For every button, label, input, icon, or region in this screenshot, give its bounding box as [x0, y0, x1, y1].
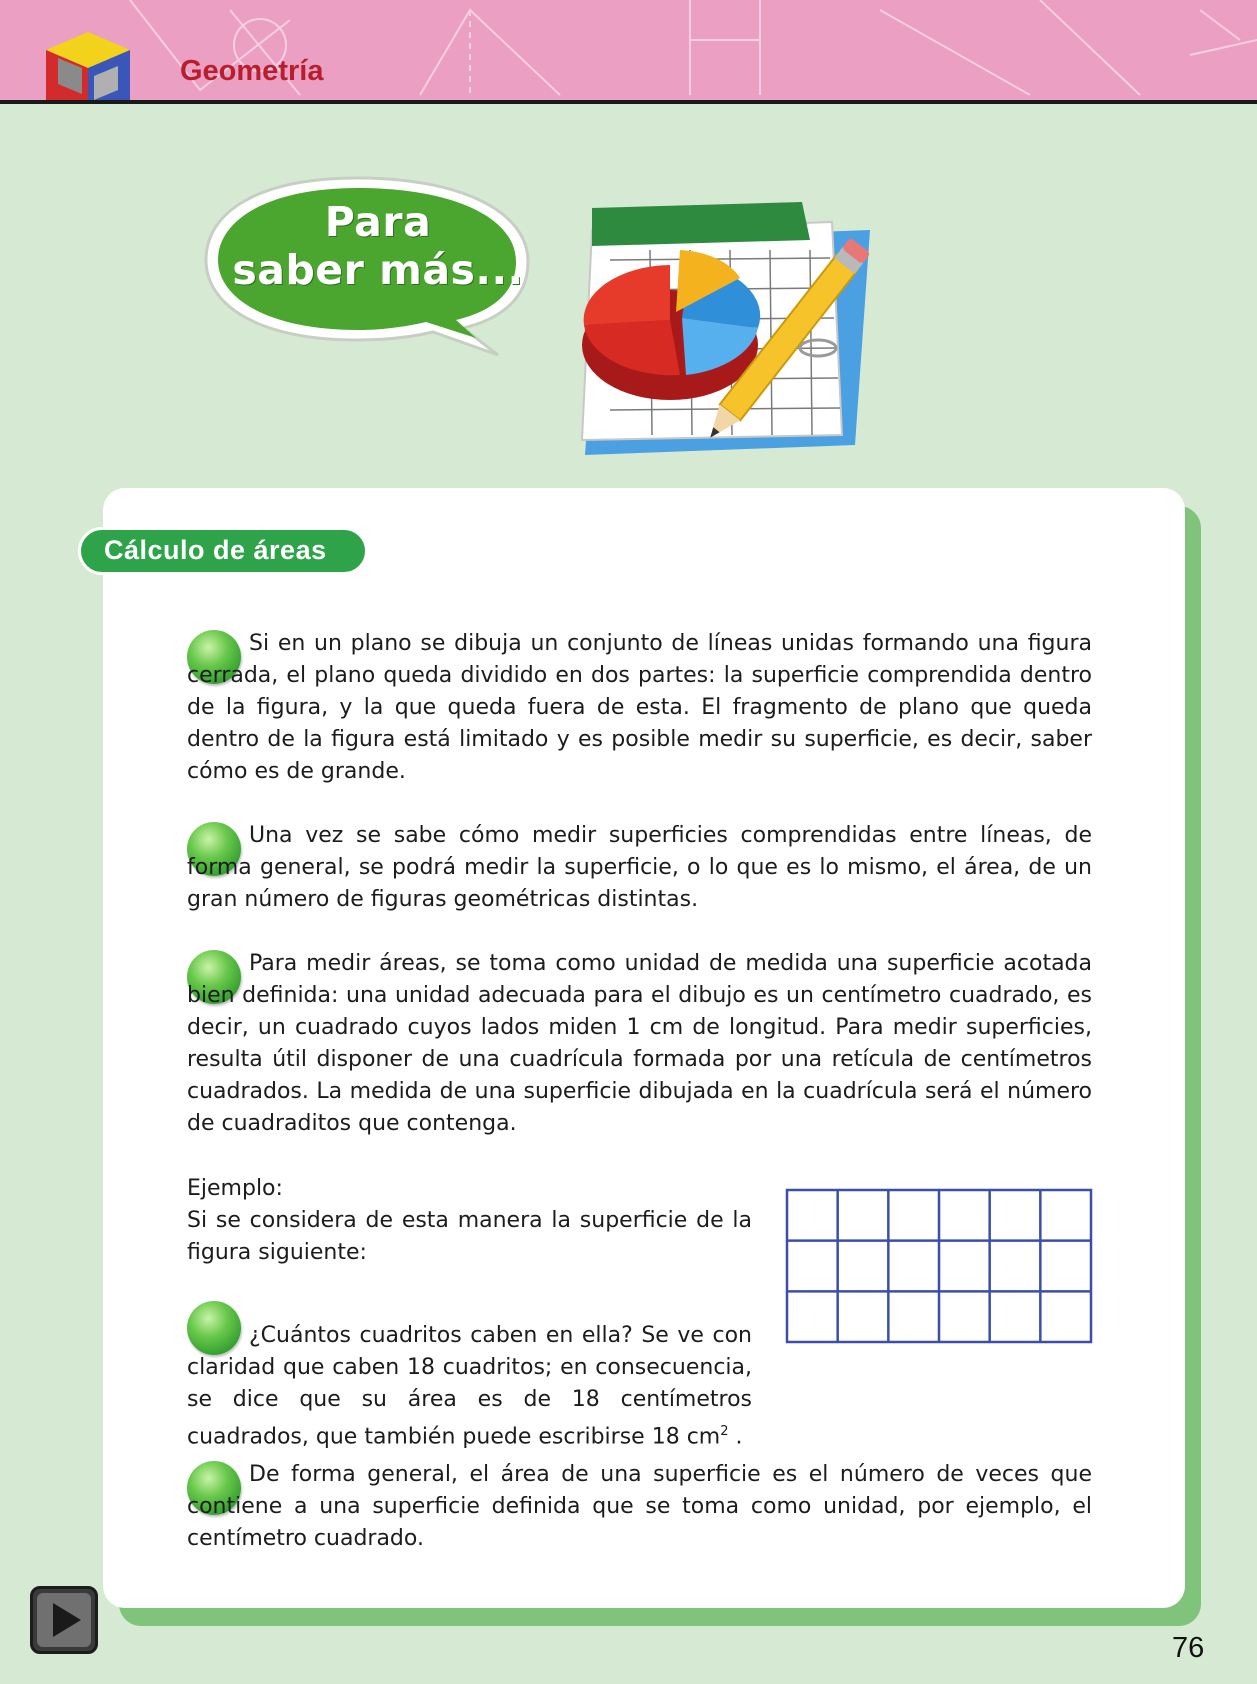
page-number: 76 — [1172, 1632, 1205, 1664]
final-paragraph-text: De forma general, el área de una superficie es el número de veces que contiene a una superficie definida que se toma como unidad, por ejemplo, el centímetro cuadrado. — [187, 1462, 1092, 1551]
play-icon — [33, 1589, 95, 1651]
pie-chart-pencil-illustration — [570, 200, 880, 475]
header-band — [0, 0, 1257, 100]
paragraph-1 — [187, 628, 1092, 788]
card-title: Cálculo de áreas — [104, 535, 327, 565]
bubble-line-1: Para — [324, 198, 432, 246]
bubble-line-2: saber más... — [232, 246, 524, 294]
superscript-2: 2 — [720, 1424, 729, 1439]
question-end: . — [728, 1424, 743, 1450]
paragraph-3 — [187, 948, 1092, 1140]
play-button[interactable] — [30, 1586, 98, 1654]
final-paragraph — [187, 1459, 1092, 1555]
cube-logo-icon — [38, 28, 138, 100]
question-paragraph — [187, 1320, 752, 1453]
question-text: ¿Cuántos cuadritos caben en ella? Se ve con claridad que caben 18 cuadritos; en consecuencia, se dice que su área es de 18 centímetros cuadrados, que también puede escribirse 18 cm — [187, 1323, 752, 1450]
paragraph-2-text: Una vez se sabe cómo medir superficies comprendidas entre líneas, de forma general, se podrá medir la superficie, o lo que es lo mismo, el área, de un gran número de figuras geométricas distintas. — [187, 823, 1092, 912]
header-divider — [0, 100, 1257, 104]
bubble-heading — [228, 198, 528, 294]
area-grid-figure — [785, 1188, 1093, 1344]
example-label: Ejemplo: — [187, 1176, 283, 1201]
example-text: Si se considera de esta manera la superficie de la figura siguiente: — [187, 1208, 752, 1265]
paragraph-2 — [187, 820, 1092, 916]
paragraph-1-text: Si en un plano se dibuja un conjunto de líneas unidas formando una figura cerrada, el plano queda dividido en dos partes: la superficie comprendida dentro de la figura, y la que queda fuera de esta. El fragmento de plano que queda dentro de la figura está limitado y es posible medir su superficie, es decir, saber cómo es de grande. — [187, 631, 1092, 784]
paragraph-3-text: Para medir áreas, se toma como unidad de medida una superficie acotada bien definida: una unidad adecuada para el dibujo es un centímetro cuadrado, es decir, un cuadrado cuyos lados miden 1 cm de longitud. Para medir superficies, resulta útil disponer de una cuadrícula formada por una retícula de centímetros cuadrados. La medida de una superficie dibujada en la cuadrícula será el número de cuadraditos que contenga. — [187, 951, 1092, 1136]
section-title: Geometría — [180, 55, 324, 87]
